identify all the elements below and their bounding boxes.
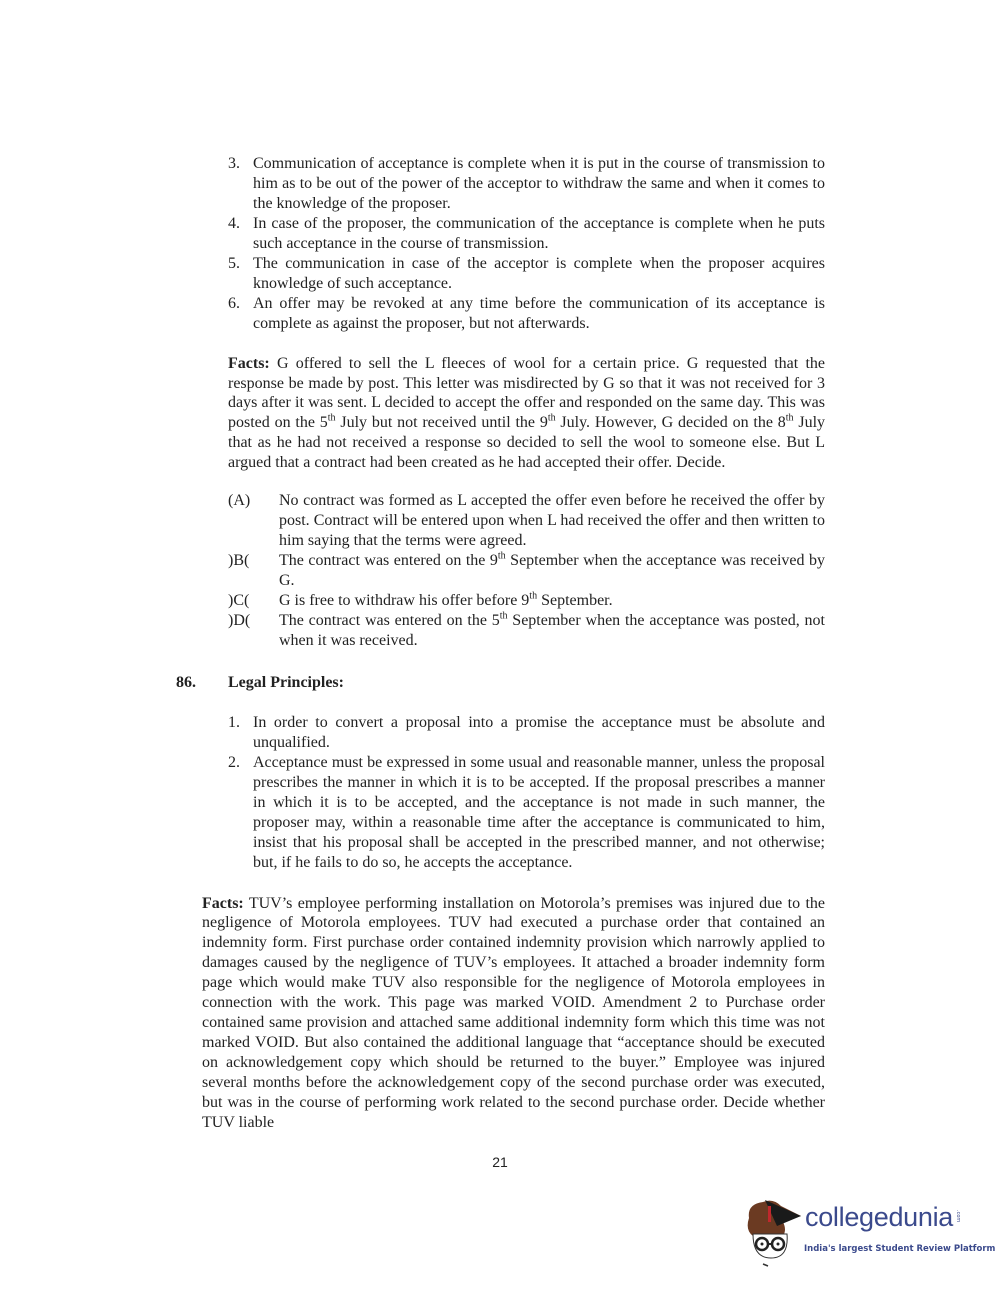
option-label: )B( bbox=[228, 552, 250, 570]
option-text bbox=[279, 591, 825, 611]
item-text: In case of the proposer, the communication of the acceptance is complete when he puts such acceptance in the course of transmission. bbox=[253, 214, 825, 252]
facts-paragraph-1 bbox=[228, 354, 825, 474]
item-number: 1. bbox=[228, 713, 240, 731]
option-text-part: G is free to withdraw his offer before 9 bbox=[279, 592, 530, 610]
logo-wordmark-row bbox=[805, 1202, 961, 1232]
facts-paragraph-2 bbox=[202, 894, 825, 1133]
superscript: th bbox=[499, 610, 508, 622]
superscript: th bbox=[529, 590, 538, 602]
logo-suffix: .com bbox=[955, 1210, 962, 1223]
logo-tagline: India's largest Student Review Platform bbox=[804, 1244, 996, 1254]
item-number: 3. bbox=[228, 155, 240, 172]
facts-text: July but not received until the 9 bbox=[335, 414, 548, 432]
option-d bbox=[228, 611, 825, 651]
list-item bbox=[228, 254, 825, 294]
list-item bbox=[228, 154, 825, 214]
item-text: Acceptance must be expressed in some usual and reasonable manner, unless the proposal prescribes the manner in which it is to be accepted. If the proposal prescribes a manner in which it is to be accepted, and the acceptance is not made in such manner, the proposer may, within a reasonable time after the acceptance is communicated to him, insist that his proposal shall be accepted in the prescribed manner, and not otherwise; but, if he fails to do so, he accepts the acceptance. bbox=[253, 753, 825, 871]
mascot-icon bbox=[743, 1196, 805, 1271]
item-text: Communication of acceptance is complete when it is put in the course of transmission to him as to be out of the power of the acceptor to withdraw the same and when it comes to the knowledge of the proposer. bbox=[253, 155, 825, 212]
item-text: In order to convert a proposal into a promise the acceptance must be absolute and unqualified. bbox=[253, 713, 825, 751]
option-text-part: The contract was entered on the 9 bbox=[279, 552, 498, 570]
facts-label: Facts: bbox=[202, 894, 244, 912]
option-text bbox=[279, 491, 825, 551]
option-text-part: No contract was formed as L accepted the offer even before he received the offer by post. Contract will be entered upon when L had received the offer and then written to him saying that the terms were agreed. bbox=[279, 492, 825, 550]
list-item bbox=[228, 753, 825, 873]
facts-text: July. However, G decided on the 8 bbox=[555, 414, 786, 432]
question-number: 86. bbox=[176, 673, 196, 691]
item-number: 6. bbox=[228, 294, 240, 312]
option-text-part: The contract was entered on the 5 bbox=[279, 612, 500, 630]
item-text: The communication in case of the acceptor is complete when the proposer acquires knowledge of such acceptance. bbox=[253, 254, 825, 292]
principles-list-1 bbox=[228, 154, 825, 334]
option-a bbox=[228, 491, 825, 551]
superscript: th bbox=[785, 413, 794, 425]
facts-text: G offered to sell the L fleeces of wool for a certain price. G requested that the response be made by post. This letter was misdirected by G so that it was not received for 3 days after it was sent. L decided to accept the offer and responded on the same day. This was posted on the 5 bbox=[228, 354, 825, 432]
facts-text: TUV’s employee performing installation on Motorola’s premises was injured due to the negligence of Motorola employees. TUV had executed a purchase order that contained an indemnity form. First purchase order contained indemnity provision which narrowly applied to damages caused by the negligence of TUV’s employees. It attached a broader indemnity form page which would make TUV also responsible for the negligence of Motorola employees in connection with the work. This page was marked VOID. Amendment 2 to Purchase order contained same provision and attached same additional indemnity form which this time was not marked VOID. But also contained the additional language that “acceptance should be executed on acknowledgement copy which should be returned to the buyer.” Employee was injured several months before the acknowledgement copy of the second purchase order was executed, but was in the course of performing work related to the second purchase order. Decide whether TUV liable bbox=[202, 894, 825, 1131]
option-text bbox=[279, 551, 825, 591]
option-label: )C( bbox=[228, 592, 250, 610]
superscript: th bbox=[547, 413, 556, 425]
page-number: 21 bbox=[492, 1153, 508, 1170]
list-item bbox=[228, 713, 825, 753]
facts-label: Facts: bbox=[228, 354, 270, 372]
option-text-part: September when the acceptance was posted, not when it was received. bbox=[279, 612, 825, 649]
question-86-heading bbox=[176, 673, 1001, 693]
item-number: 5. bbox=[228, 254, 240, 272]
item-text: An offer may be revoked at any time before the communication of its acceptance is complete as against the proposer, but not afterwards. bbox=[253, 294, 825, 332]
principles-list-2 bbox=[228, 713, 825, 873]
section-heading: Legal Principles: bbox=[228, 673, 344, 691]
facts-text: July that as he had not received a response so decided to sell the wool to someone else. But L argued that a contract had been created as he had accepted their offer. Decide. bbox=[228, 414, 826, 472]
collegedunia-logo bbox=[743, 1196, 996, 1271]
option-text-part: September when the acceptance was received by G. bbox=[279, 552, 826, 590]
logo-wordmark: collegedunia bbox=[805, 1202, 954, 1232]
item-number: 2. bbox=[228, 753, 240, 771]
superscript: th bbox=[327, 413, 336, 425]
list-item bbox=[228, 294, 825, 334]
option-text-part: September. bbox=[537, 592, 613, 610]
answer-options bbox=[228, 491, 825, 651]
superscript: th bbox=[497, 550, 506, 562]
list-item bbox=[228, 214, 825, 254]
option-b bbox=[228, 551, 825, 591]
option-label: )D( bbox=[228, 612, 251, 630]
option-text bbox=[279, 611, 825, 651]
option-c bbox=[228, 591, 825, 611]
item-number: 4. bbox=[228, 214, 240, 232]
option-label: (A) bbox=[228, 492, 251, 510]
